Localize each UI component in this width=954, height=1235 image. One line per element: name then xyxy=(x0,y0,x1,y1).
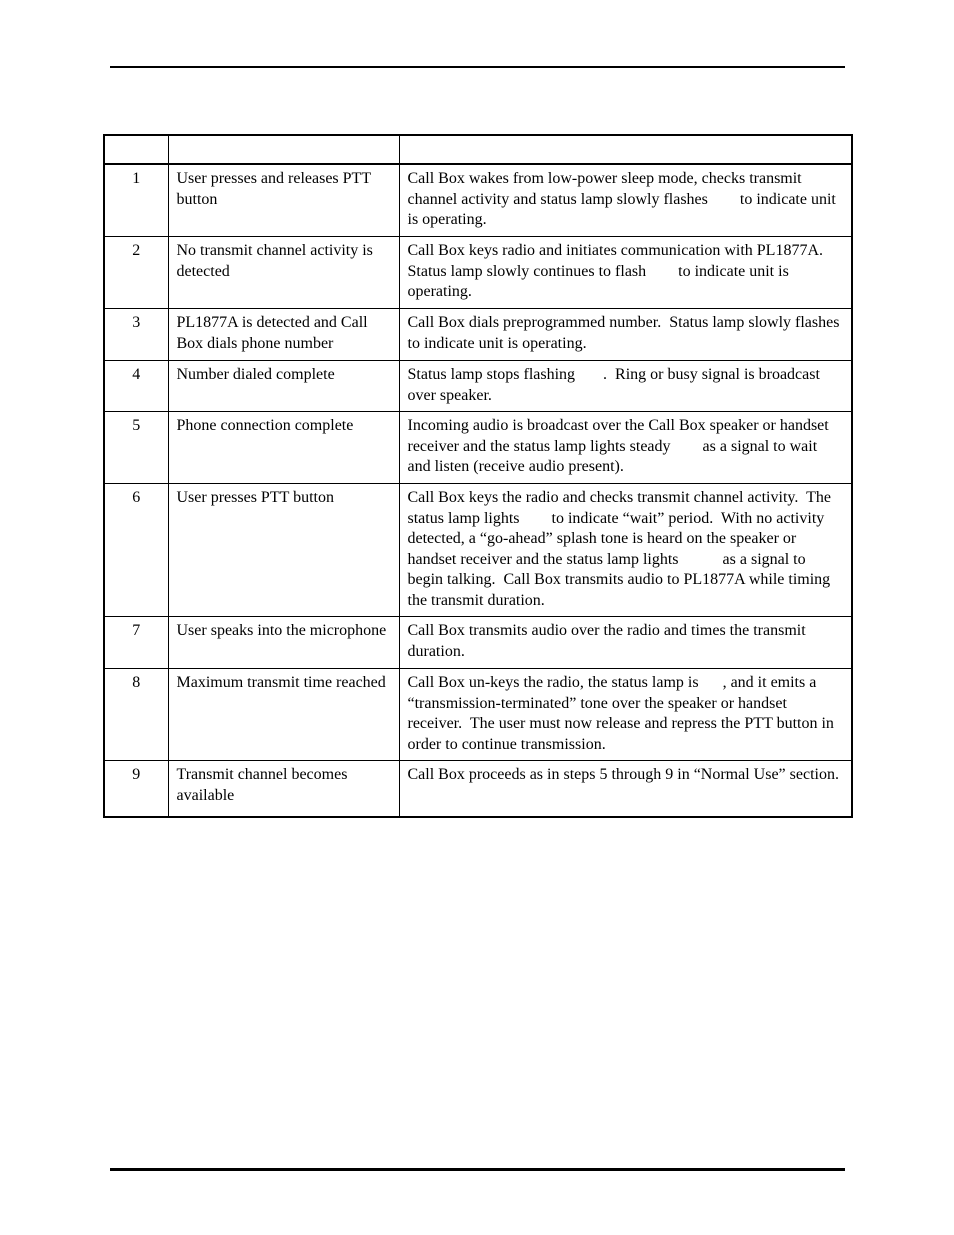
user-action: No transmit channel activity is detected xyxy=(168,237,399,309)
call-box-response: Status lamp stops flashing . Ring or busy signal is broadcast over speaker. xyxy=(399,361,852,412)
call-box-response: Call Box wakes from low-power sleep mode, checks transmit channel activity and status lamp slowly flashes to indicate unit is operating. xyxy=(399,164,852,237)
call-box-response: Call Box un-keys the radio, the status lamp is , and it emits a “transmission-terminated” tone over the speaker or handset receiver. The user must now release and repress the PTT button in order to continue transmission. xyxy=(399,669,852,761)
response-column-header xyxy=(399,135,852,164)
step-number: 2 xyxy=(104,237,168,309)
user-action: Phone connection complete xyxy=(168,412,399,484)
table-row xyxy=(104,669,852,761)
user-action: Transmit channel becomes available xyxy=(168,761,399,818)
step-number: 8 xyxy=(104,669,168,761)
table-row xyxy=(104,309,852,361)
step-number: 7 xyxy=(104,617,168,669)
step-number: 1 xyxy=(104,164,168,237)
call-box-response: Incoming audio is broadcast over the Call Box speaker or handset receiver and the status lamp lights steady as a signal to wait and listen (receive audio present). xyxy=(399,412,852,484)
call-box-response: Call Box dials preprogrammed number. Status lamp slowly flashes to indicate unit is operating. xyxy=(399,309,852,361)
user-action: User presses PTT button xyxy=(168,484,399,617)
step-number: 4 xyxy=(104,361,168,412)
user-action: PL1877A is detected and Call Box dials phone number xyxy=(168,309,399,361)
user-action: User presses and releases PTT button xyxy=(168,164,399,237)
table-row xyxy=(104,361,852,412)
call-box-response: Call Box transmits audio over the radio and times the transmit duration. xyxy=(399,617,852,669)
table-header-row xyxy=(104,135,852,164)
header-rule xyxy=(110,66,845,68)
call-box-response: Call Box keys the radio and checks transmit channel activity. The status lamp lights to indicate “wait” period. With no activity detected, a “go-ahead” splash tone is heard on the speaker or handset receiver and the status lamp lights as a signal to begin talking. Call Box transmits audio to PL1877A while timing the transmit duration. xyxy=(399,484,852,617)
table-row xyxy=(104,164,852,237)
action-column-header xyxy=(168,135,399,164)
step-column-header xyxy=(104,135,168,164)
step-number: 6 xyxy=(104,484,168,617)
user-action: Maximum transmit time reached xyxy=(168,669,399,761)
step-number: 9 xyxy=(104,761,168,818)
call-box-response: Call Box proceeds as in steps 5 through 9 in “Normal Use” section. xyxy=(399,761,852,818)
table-row xyxy=(104,412,852,484)
step-number: 5 xyxy=(104,412,168,484)
table-row xyxy=(104,237,852,309)
table-row xyxy=(104,484,852,617)
user-action: User speaks into the microphone xyxy=(168,617,399,669)
table-row xyxy=(104,617,852,669)
table-row xyxy=(104,761,852,818)
operation-steps-table xyxy=(103,134,872,818)
step-number: 3 xyxy=(104,309,168,361)
footer-rule xyxy=(110,1168,845,1171)
user-action: Number dialed complete xyxy=(168,361,399,412)
call-box-response: Call Box keys radio and initiates communication with PL1877A. Status lamp slowly continues to flash to indicate unit is operating. xyxy=(399,237,852,309)
